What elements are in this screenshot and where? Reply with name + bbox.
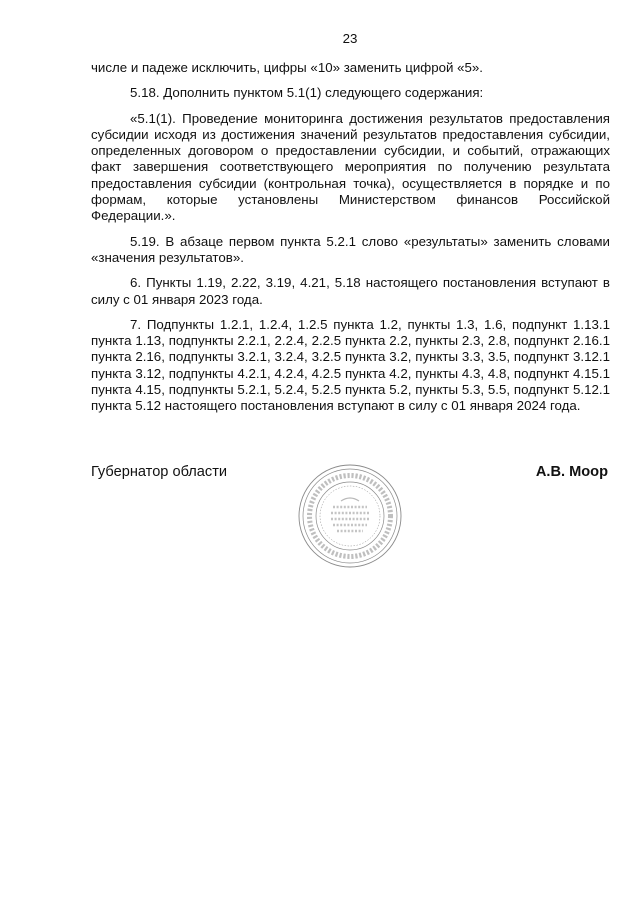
paragraph-6: 6. Пункты 1.19, 2.22, 3.19, 4.21, 5.18 настоящего постановления вступают в силу с 01 января 2023 года. [91,275,610,307]
official-seal-icon [297,463,403,569]
document-body [91,60,610,424]
paragraph-5-1-1-quote: «5.1(1). Проведение мониторинга достижения результатов предоставления субсидии исходя из достижения значений результатов предоставления субсидии, определенных договором о предоставлении субсидии, и событий, отражающих факт завершения соответствующего мероприятия по получению результата предоставления субсидии (контрольная точка), осуществляется в порядке и по формам, которые установлены Министерством финансов Российской Федерации.». [91,110,610,224]
paragraph-5-18: 5.18. Дополнить пунктом 5.1(1) следующего содержания: [130,85,484,101]
signatory-name: А.В. Моор [535,464,608,480]
paragraph-continuation: числе и падеже исключить, цифры «10» заменить цифрой «5». [91,60,483,75]
page-number: 23 [342,31,358,46]
paragraph-7: 7. Подпункты 1.2.1, 1.2.4, 1.2.5 пункта 1.2, пункты 1.3, 1.6, подпункт 1.13.1 пункта 1.13, подпункты 2.2.1, 2.2.4, 2.2.5 пункта 2.2, пункты 2.3, 2.8, подпункт 2.16.1 пункта 2.16, подпункты 3.2.1, 3.2.4, 3.2.5 пункта 3.2, пункты 3.3, 3.5, подпункт 3.12.1 пункта 3.12, подпункты 4.2.1, 4.2.4, 4.2.5 пункта 4.2, пункты 4.3, 4.8, подпункт 4.15.1 пункта 4.15, подпункты 5.2.1, 5.2.4, 5.2.5 пункта 5.2, пункты 5.3, 5.5, подпункт 5.12.1 пункта 5.12 настоящего постановления вступают в силу с 01 января 2024 года. [91,316,610,414]
paragraph-5-19: 5.19. В абзаце первом пункта 5.2.1 слово «результаты» заменить словами «значения результатов». [91,233,610,265]
signatory-title: Губернатор области [91,464,228,480]
